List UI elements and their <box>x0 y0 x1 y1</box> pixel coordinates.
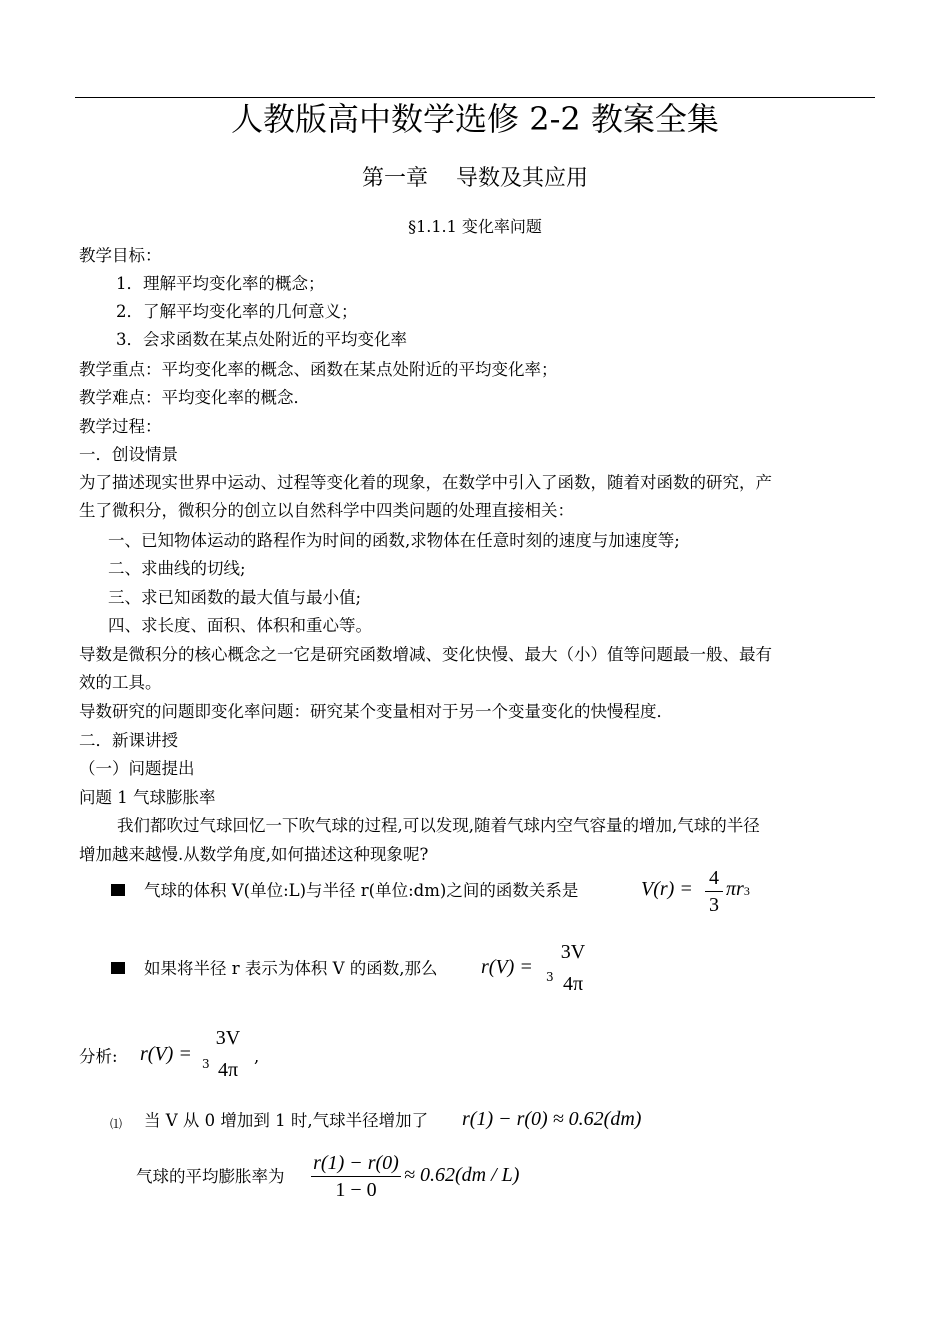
bullet-square-icon <box>111 962 125 974</box>
problem-item-1: 一、已知物体运动的路程作为时间的函数,求物体在任意时刻的速度与加速度等; <box>108 531 680 550</box>
balloon-line-2: 增加越来越慢.从数学角度,如何描述这种现象呢? <box>79 845 429 864</box>
chapter-name: 导数及其应用 <box>456 166 589 191</box>
process-heading: 教学过程： <box>79 417 162 436</box>
section-heading: §1.1.1 变化率问题 <box>408 217 542 236</box>
step1-rate-tail: ≈ 0.62(dm / L) <box>404 1164 520 1186</box>
header-rule <box>75 97 875 98</box>
bullet2-fraction: 3V 4π <box>560 941 586 995</box>
bullet2-text: 如果将半径 r 表示为体积 V 的函数,那么 <box>144 959 438 978</box>
step1-expr: r(1) − r(0) ≈ 0.62(dm) <box>462 1108 642 1130</box>
step1-rate-fraction: r(1) − r(0) 1 − 0 <box>310 1150 402 1203</box>
analysis-fraction: 3V 4π <box>215 1027 241 1081</box>
problem-item-2: 二、求曲线的切线; <box>108 559 246 578</box>
derivative-line-1: 导数是微积分的核心概念之一它是研究函数增减、变化快慢、最大（小）值等问题最一般、最有 <box>79 645 772 664</box>
intro-line-2: 生了微积分，微积分的创立以自然科学中四类问题的处理直接相关： <box>79 501 574 520</box>
bullet1-fraction: 4 3 <box>704 865 724 918</box>
bullet1-lhs: V(r) = <box>641 878 693 900</box>
analysis-comma: , <box>254 1047 260 1066</box>
chapter-label: 第一章 <box>361 166 428 191</box>
part1-heading: 一．创设情景 <box>79 445 178 464</box>
bullet1-tail: πr3 <box>726 878 750 900</box>
difficulty: 教学难点：平均变化率的概念． <box>79 388 310 407</box>
sub1-heading: （一）问题提出 <box>79 759 195 778</box>
analysis-root-index: 3 <box>202 1057 210 1071</box>
bullet2-root-index: 3 <box>546 970 554 984</box>
balloon-line-1: 我们都吹过气球回忆一下吹气球的过程,可以发现,随着气球内空气容量的增加,气球的半径 <box>117 816 760 835</box>
derivative-line-2: 效的工具。 <box>79 673 162 692</box>
bullet2-lhs: r(V) = <box>481 956 533 978</box>
problem1-title: 问题 1 气球膨胀率 <box>79 788 216 807</box>
goals-heading: 教学目标： <box>79 246 162 265</box>
problem-item-4: 四、求长度、面积、体积和重心等。 <box>108 616 372 635</box>
bullet1-text: 气球的体积 V(单位:L)与半径 r(单位:dm)之间的函数关系是 <box>144 881 579 900</box>
document-title: 人教版高中数学选修 2-2 教案全集 <box>231 100 719 138</box>
analysis-lhs: r(V) = <box>140 1043 192 1065</box>
chapter-heading <box>0 164 950 194</box>
part2-heading: 二．新课讲授 <box>79 731 178 750</box>
step1-marker: ⑴ <box>110 1117 123 1131</box>
goal-item-3: 3．会求函数在某点处附近的平均变化率 <box>116 330 407 349</box>
problem-item-3: 三、求已知函数的最大值与最小值; <box>108 588 362 607</box>
intro-line-1: 为了描述现实世界中运动、过程等变化着的现象，在数学中引入了函数，随着对函数的研究，产 <box>79 473 772 492</box>
goal-item-1: 1．理解平均变化率的概念； <box>116 274 325 293</box>
key-point: 教学重点：平均变化率的概念、函数在某点处附近的平均变化率； <box>79 360 558 379</box>
step1-text: 当 V 从 0 增加到 1 时,气球半径增加了 <box>144 1111 429 1130</box>
bullet-square-icon <box>111 884 125 896</box>
goal-item-2: 2．了解平均变化率的几何意义； <box>116 302 358 321</box>
analysis-label: 分析: <box>79 1047 118 1066</box>
derivative-line-3: 导数研究的问题即变化率问题：研究某个变量相对于另一个变量变化的快慢程度． <box>79 702 673 721</box>
step1-rate-text: 气球的平均膨胀率为 <box>136 1167 285 1186</box>
